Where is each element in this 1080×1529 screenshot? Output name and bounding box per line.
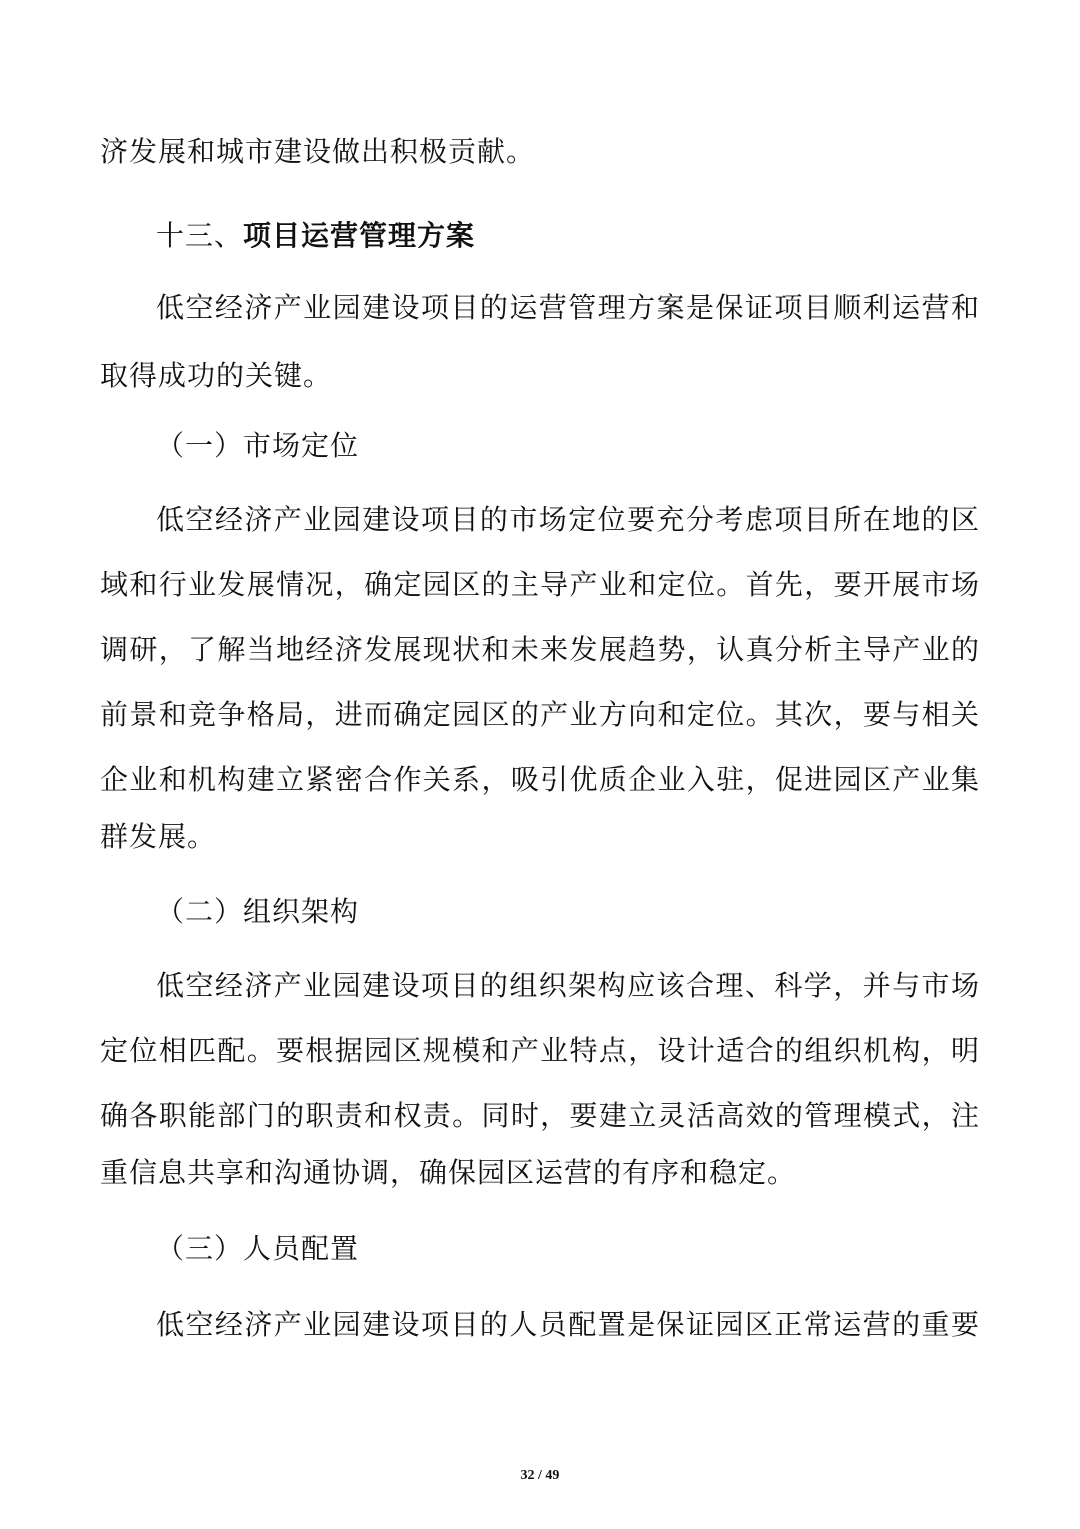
- subsection-heading: （一）市场定位: [156, 429, 360, 462]
- section-heading: [156, 216, 980, 256]
- paragraph-line: 低空经济产业园建设项目的人员配置是保证园区正常运营的重要: [156, 1308, 980, 1341]
- subsection-heading: （二）组织架构: [156, 895, 360, 928]
- page-number: 32 / 49: [520, 1468, 560, 1483]
- paragraph-line: 企业和机构建立紧密合作关系，吸引优质企业入驻，促进园区产业集: [100, 763, 980, 796]
- paragraph-line: 低空经济产业园建设项目的运营管理方案是保证项目顺利运营和: [156, 291, 980, 324]
- paragraph-line: 济发展和城市建设做出积极贡献。: [100, 135, 536, 168]
- paragraph-line: 低空经济产业园建设项目的组织架构应该合理、科学，并与市场: [156, 969, 980, 1002]
- subsection-heading: （三）人员配置: [156, 1232, 360, 1265]
- paragraph-line: 重信息共享和沟通协调，确保园区运营的有序和稳定。: [100, 1156, 797, 1189]
- section-number: 十三、: [156, 219, 244, 252]
- paragraph-line: 确各职能部门的职责和权责。同时，要建立灵活高效的管理模式，注: [100, 1099, 980, 1132]
- section-title: 项目运营管理方案: [243, 219, 476, 252]
- paragraph-line: 域和行业发展情况，确定园区的主导产业和定位。首先，要开展市场: [100, 568, 980, 601]
- paragraph-line: 低空经济产业园建设项目的市场定位要充分考虑项目所在地的区: [156, 503, 980, 536]
- paragraph-line: 取得成功的关键。: [100, 359, 333, 392]
- paragraph-line: 群发展。: [100, 820, 217, 853]
- paragraph-line: 前景和竞争格局，进而确定园区的产业方向和定位。其次，要与相关: [100, 698, 980, 731]
- paragraph-line: 调研，了解当地经济发展现状和未来发展趋势，认真分析主导产业的: [100, 633, 980, 666]
- paragraph-line: 定位相匹配。要根据园区规模和产业特点，设计适合的组织机构，明: [100, 1034, 980, 1067]
